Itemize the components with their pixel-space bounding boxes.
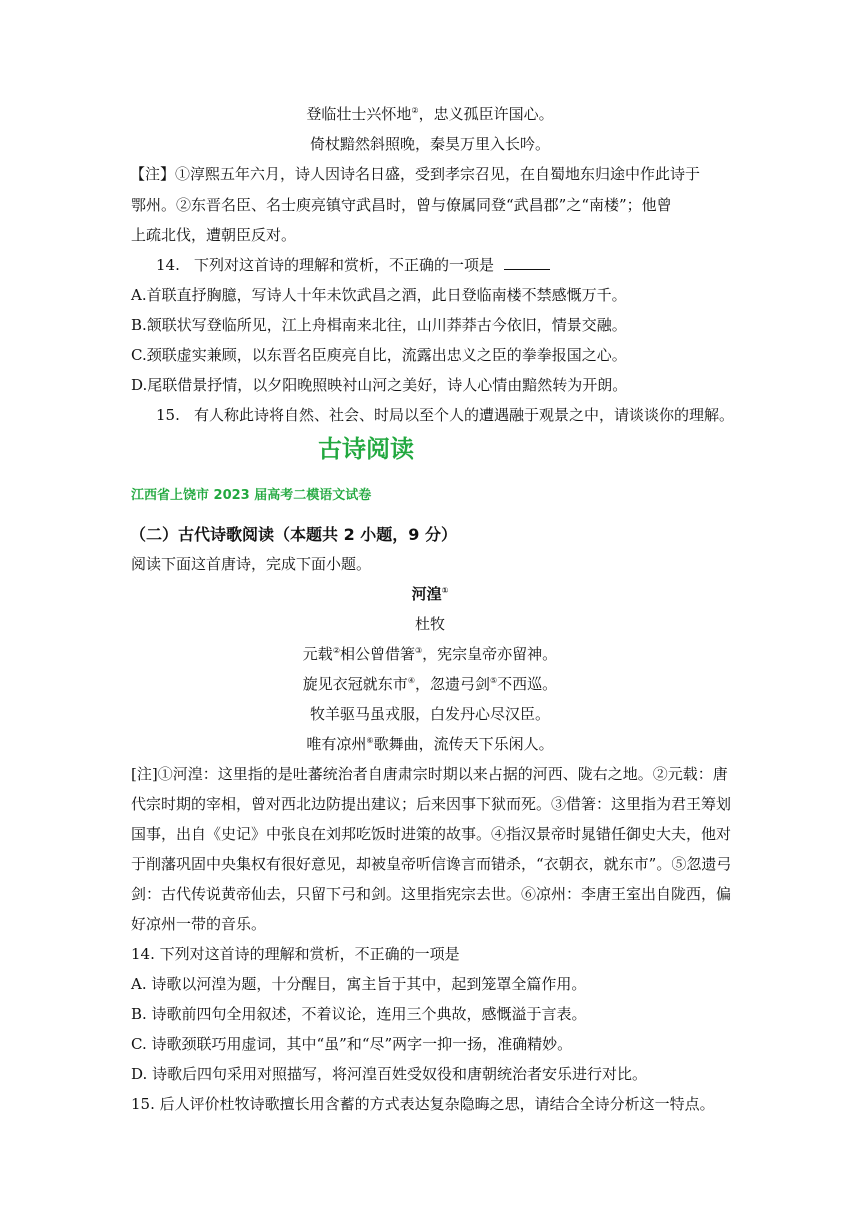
poem1-line-4: 倚杖黯然斜照晚，秦昊万里入长吟。	[309, 135, 550, 153]
note2-line-1: [注]①河湟：这里指的是吐蕃统治者自唐肃宗时期以来占据的河西、陇右之地。②元载：唐	[131, 765, 728, 783]
exam-source: 江西省上饶市 2023 届高考二模语文试卷	[131, 488, 372, 503]
q14a-option-c: C.颈联虚实兼顾，以东晋名臣庾亮自比，流露出忠义之臣的拳拳报国之心。	[131, 346, 627, 364]
poem2-title: 河湟①	[411, 585, 449, 603]
note2-line-3: 国事，出自《史记》中张良在刘邦吃饭时进策的故事。④指汉景帝时晁错任御史大夫，他对	[131, 825, 732, 843]
q14a-option-d: D.尾联借景抒情，以夕阳晚照映衬山河之美好，诗人心情由黯然转为开朗。	[131, 376, 628, 394]
note1-line-1: 【注】①淳熙五年六月，诗人因诗名日盛，受到孝宗召见，在自蜀地东归途中作此诗于	[130, 165, 701, 183]
q14b-option-b: B. 诗歌前四句全用叙述，不着议论，连用三个典故，感慨溢于言表。	[131, 1005, 587, 1023]
q14b-option-c: C. 诗歌颈联巧用虚词，其中“虽”和“尽”两字一抑一扬，准确精妙。	[131, 1035, 573, 1053]
answer-blank	[504, 255, 550, 270]
note1-line-2: 鄂州。②东晋名臣、名士庾亮镇守武昌时，曾与僚属同登“武昌郡”之“南楼”；他曾	[131, 196, 672, 214]
note2-line-6: 好凉州一带的音乐。	[131, 915, 267, 933]
q14a-option-a: A.首联直抒胸臆，写诗人十年未饮武昌之酒，此日登临南楼不禁感慨万千。	[131, 286, 627, 304]
poem2-line-3: 牧羊驱马虽戎服，白发丹心尽汉臣。	[309, 705, 550, 723]
intro-text: 阅读下面这首唐诗，完成下面小题。	[131, 555, 372, 573]
q15b-stem: 15. 后人评价杜牧诗歌擅长用含蓄的方式表达复杂隐晦之思，请结合全诗分析这一特点。	[131, 1095, 715, 1113]
section-title: （二）古代诗歌阅读（本题共 2 小题，9 分）	[130, 525, 457, 544]
note2-line-4: 于削藩巩固中央集权有很好意见，却被皇帝听信谗言而错杀，“衣朝衣，就东市”。⑤忽遗弓	[131, 855, 732, 873]
q14b-option-d: D. 诗歌后四句采用对照描写，将河湟百姓受奴役和唐朝统治者安乐进行对比。	[131, 1065, 648, 1083]
poem2-line-1: 元载②相公曾借箸③，宪宗皇帝亦留神。	[302, 645, 558, 663]
q14a-option-b: B.颔联状写登临所见，江上舟楫南来北往，山川莽莽古今依旧，情景交融。	[131, 316, 627, 334]
poem2-line-4: 唯有凉州⑥歌舞曲，流传天下乐闲人。	[306, 735, 554, 753]
poem1-line-3: 登临壮士兴怀地②，忠义孤臣许国心。	[306, 105, 554, 123]
note1-line-3: 上疏北伐，遭朝臣反对。	[131, 226, 297, 244]
q14b-stem: 14. 下列对这首诗的理解和赏析，不正确的一项是	[131, 945, 460, 963]
poem2-line-2: 旋见衣冠就东市④，忽遗弓剑⑤不西巡。	[302, 675, 558, 693]
section-heading: 古诗阅读	[318, 435, 414, 463]
poem2-author: 杜牧	[414, 615, 445, 633]
note2-line-5: 剑：古代传说黄帝仙去，只留下弓和剑。这里指宪宗去世。⑥凉州：李唐王室出自陇西，偏	[131, 885, 732, 903]
q14a-stem: 14. 下列对这首诗的理解和赏析，不正确的一项是	[156, 254, 550, 276]
q15a-stem: 15. 有人称此诗将自然、社会、时局以至个人的遭遇融于观景之中，请谈谈你的理解。	[156, 406, 735, 424]
note2-line-2: 代宗时期的宰相，曾对西北边防提出建议；后来因事下狱而死。③借箸：这里指为君王筹划	[131, 795, 732, 813]
q14b-option-a: A. 诗歌以河湟为题，十分醒目，寓主旨于其中，起到笼罩全篇作用。	[131, 975, 587, 993]
